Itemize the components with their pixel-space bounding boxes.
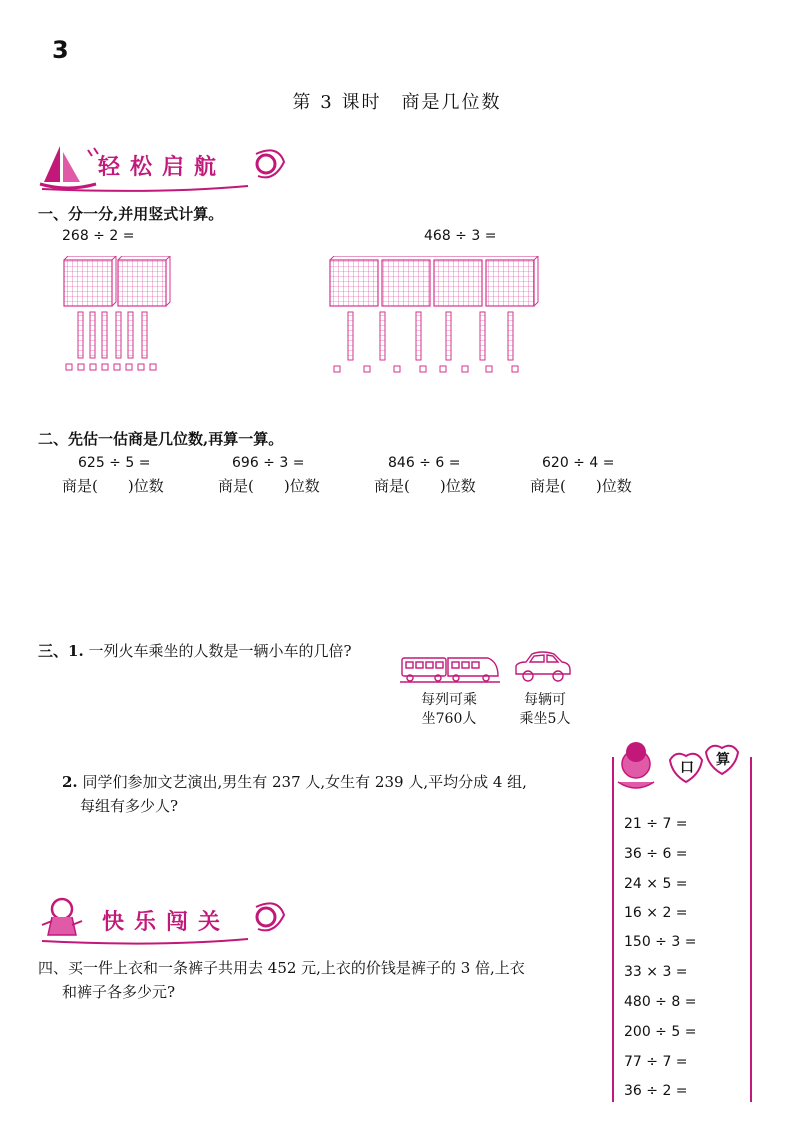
q4-line1: 四、买一件上衣和一条裤子共用去 452 元,上衣的价钱是裤子的 3 倍,上衣 (38, 959, 525, 977)
q4 (38, 956, 525, 1004)
train-label-line2: 坐760人 (421, 711, 477, 727)
mental-item-7: 480 ÷ 8 = (624, 994, 697, 1010)
mental-badge-2: 算 (716, 752, 730, 768)
mental-item-9: 77 ÷ 7 = (624, 1054, 688, 1070)
q3-part2-line1 (62, 770, 527, 794)
car-label (510, 691, 580, 729)
q2-equation-4: 620 ÷ 4 = (542, 455, 615, 471)
train-label-line1: 每列可乘 (421, 692, 477, 708)
q2-estimate-blank-4: 商是( )位数 (530, 477, 632, 495)
q2-equation-2: 696 ÷ 3 = (232, 455, 305, 471)
q3-part2 (62, 770, 527, 818)
mental-item-5: 150 ÷ 3 = (624, 934, 697, 950)
mental-item-8: 200 ÷ 5 = (624, 1024, 697, 1040)
page-title: 第 3 课时 商是几位数 (292, 92, 502, 113)
car-label-line2: 乘坐5人 (519, 711, 571, 727)
q3-part1-number: 1. (68, 642, 84, 660)
car-icon (512, 650, 572, 684)
q1-equation-left: 268 ÷ 2 = (62, 228, 135, 244)
mental-item-2: 36 ÷ 6 = (624, 846, 688, 862)
q3-number: 三、 (38, 642, 69, 660)
q1-equation-right: 468 ÷ 3 = (424, 228, 497, 244)
q1-prompt: 一、分一分,并用竖式计算。 (38, 205, 224, 223)
base-ten-blocks-268 (62, 256, 172, 374)
mental-item-4: 16 × 2 = (624, 905, 688, 921)
q2-equation-3: 846 ÷ 6 = (388, 455, 461, 471)
car-label-line1: 每辆可 (524, 692, 566, 708)
mental-item-3: 24 × 5 = (624, 876, 688, 892)
q2-estimate-blank-1: 商是( )位数 (62, 477, 164, 495)
section-banner-1 (38, 142, 288, 194)
q3-part2-number: 2. (62, 773, 78, 791)
mental-item-6: 33 × 3 = (624, 964, 688, 980)
mental-item-1: 21 ÷ 7 = (624, 816, 688, 832)
q3-part1 (38, 640, 352, 661)
section-heading-2: 快乐闯关 (102, 910, 231, 935)
q3-part2-text1: 同学们参加文艺演出,男生有 237 人,女生有 239 人,平均分成 4 组, (82, 773, 527, 791)
q4-line2: 和裤子各多少元? (62, 983, 176, 1001)
page-number: 3 (52, 36, 69, 64)
mental-badge-1: 口 (680, 760, 694, 776)
train-label (408, 691, 490, 729)
q3-part1-text: 一列火车乘坐的人数是一辆小车的几倍? (88, 642, 352, 660)
section-heading-1: 轻松启航 (98, 155, 227, 180)
q2-estimate-blank-2: 商是( )位数 (218, 477, 320, 495)
base-ten-blocks-468 (328, 256, 540, 380)
q3-part2-text2: 每组有多少人? (80, 797, 179, 815)
mental-item-10: 36 ÷ 2 = (624, 1083, 688, 1099)
section-banner-2 (38, 895, 288, 947)
q2-equation-1: 625 ÷ 5 = (78, 455, 151, 471)
q2-prompt: 二、先估一估商是几位数,再算一算。 (38, 430, 284, 448)
mental-math-box (612, 757, 752, 1102)
q2-estimate-blank-3: 商是( )位数 (374, 477, 476, 495)
train-icon (400, 654, 500, 684)
